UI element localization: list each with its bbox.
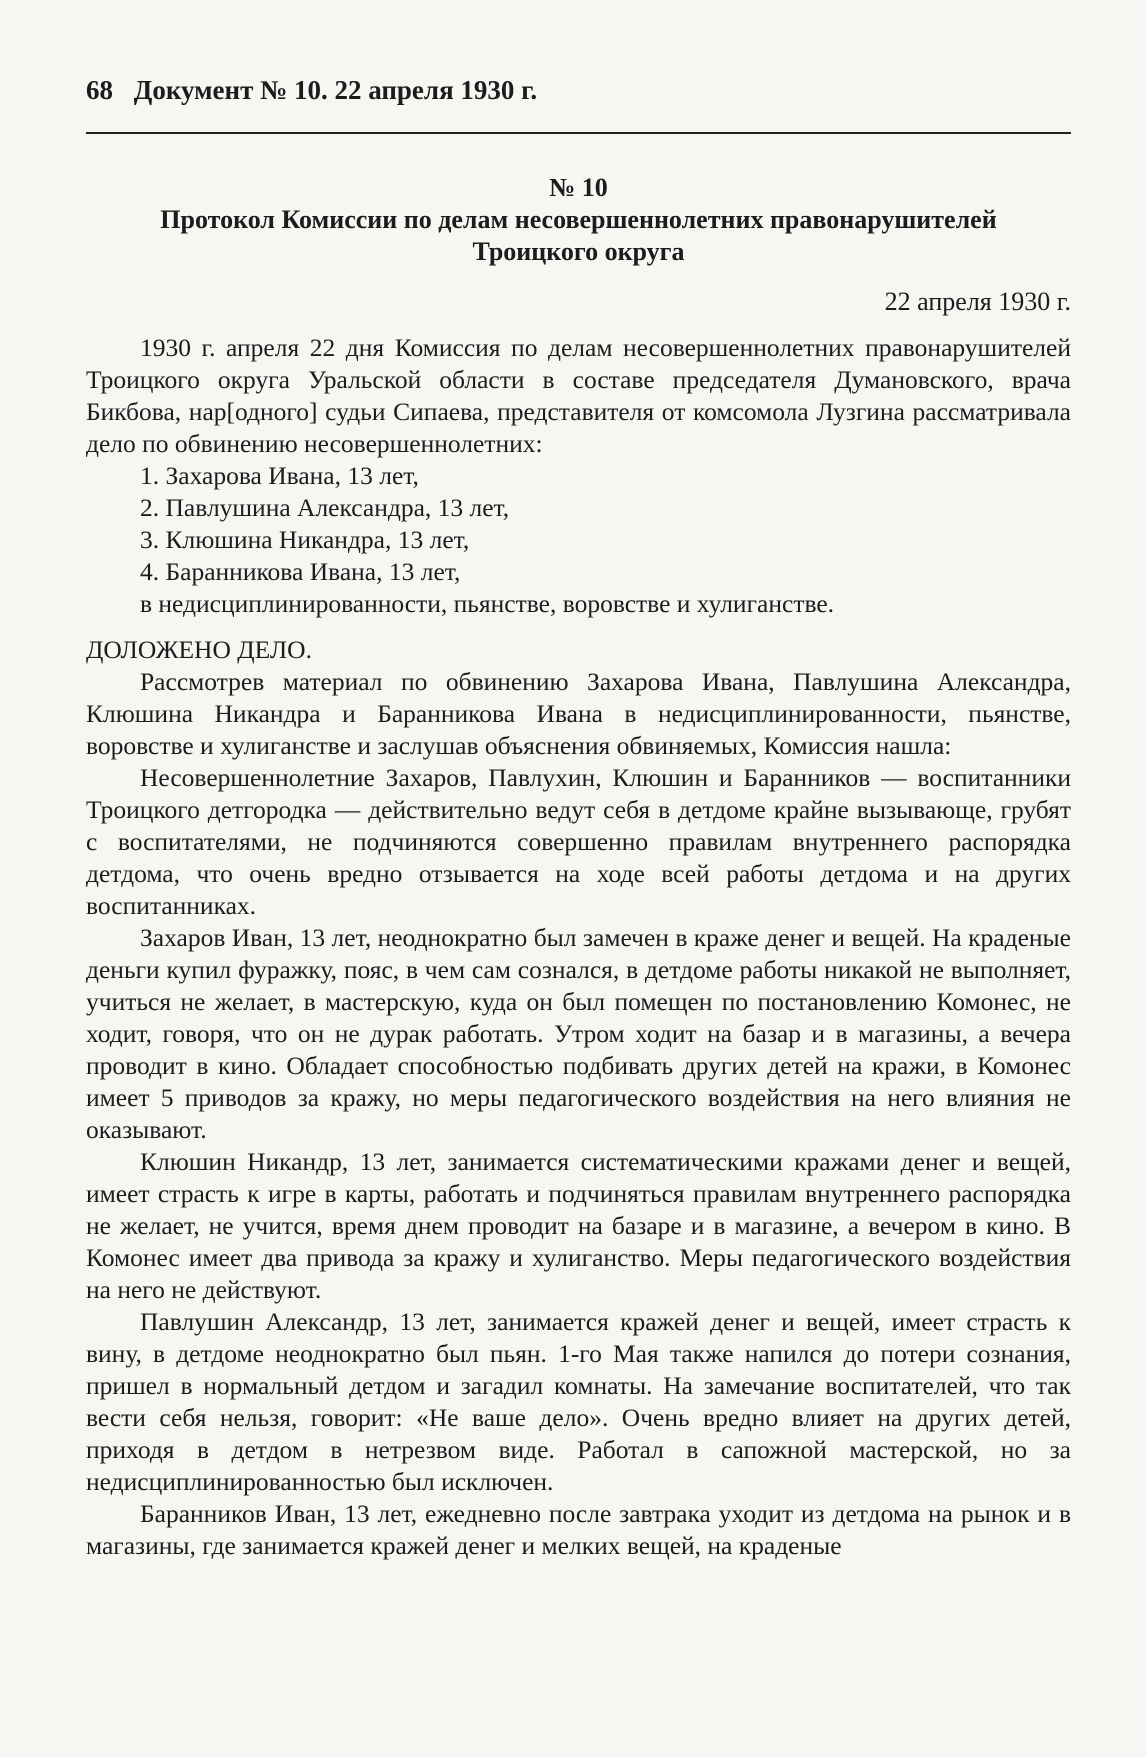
document-number: № 10 bbox=[549, 173, 608, 202]
paragraph-charges: в недисциплинированности, пьянстве, воровстве и хулиганстве. bbox=[140, 589, 835, 618]
page-number: 68 bbox=[86, 75, 113, 105]
book-page bbox=[86, 70, 1071, 1562]
paragraph-review: Рассмотрев материал по обвинению Захарова Ивана, Павлушина Александра, Клюшина Никандра и Баранникова Ивана в недисциплинированности, пьянстве, воровстве и хулиганстве и заслушав объяснения обвиняемых, Комиссия нашла: bbox=[86, 667, 1071, 760]
document-title-line-2: Троицкого округа bbox=[472, 237, 685, 266]
document-date: 22 апреля 1930 г. bbox=[884, 287, 1071, 316]
paragraph-zakharov: Захаров Иван, 13 лет, неоднократно был замечен в краже денег и вещей. На краденые деньги купил фуражку, пояс, в чем сам сознался, в детдоме работы никакой не выполняет, учиться не желает, в мастерскую, куда он был помещен по постановлению Комонес, не ходит, говоря, что он не дурак работать. Утром ходит на базар и в магазины, а вечера проводит в кино. Обладает способностью подбивать других детей на кражи, в Комонес имеет 5 приводов за кражу, но меры педагогического воздействия на него влияния не оказывают. bbox=[86, 923, 1071, 1144]
running-header bbox=[86, 70, 1071, 110]
document-body bbox=[86, 332, 1071, 1562]
accused-item-4: 4. Баранникова Ивана, 13 лет, bbox=[140, 557, 461, 586]
paragraph-pavlushin: Павлушин Александр, 13 лет, занимается кражей денег и вещей, имеет страсть к вину, в детдоме неоднократно был пьян. 1-го Мая также напился до потери сознания, пришел в нормальный детдом и загадил комнаты. На замечание воспитателей, что так вести себя нельзя, говорит: «Не ваше дело». Очень вредно влияет на других детей, приходя в детдом в нетрезвом виде. Работал в сапожной мастерской, но за недисциплинированностью был исключен. bbox=[86, 1307, 1071, 1496]
document-title-line-1: Протокол Комиссии по делам несовершеннолетних правонарушителей bbox=[160, 205, 997, 234]
running-title: Документ № 10. 22 апреля 1930 г. bbox=[133, 75, 538, 105]
paragraph-barannikov: Баранников Иван, 13 лет, ежедневно после завтрака уходит из детдома на рынок и в магазины, где занимается кражей денег и мелких вещей, на краденые bbox=[86, 1499, 1071, 1560]
header-rule bbox=[86, 132, 1071, 134]
paragraph-intro: 1930 г. апреля 22 дня Комиссия по делам несовершеннолетних правонарушителей Троицкого округа Уральской области в составе председателя Думановского, врача Бикбова, нар[одного] судьи Сипаева, представителя от комсомола Лузгина рассматривала дело по обвинению несовершеннолетних: bbox=[86, 333, 1071, 458]
paragraph-minors: Несовершеннолетние Захаров, Павлухин, Клюшин и Баранников — воспитанники Троицкого детгородка — действительно ведут себя в детдоме крайне вызывающе, грубят с воспитателями, не подчиняются совершенно правилам внутреннего распорядка детдома, что очень вредно отзывается на ходе всей работы детдома и на других воспитанниках. bbox=[86, 763, 1071, 920]
accused-item-3: 3. Клюшина Никандра, 13 лет, bbox=[140, 525, 470, 554]
paragraph-reported: ДОЛОЖЕНО ДЕЛО. bbox=[86, 635, 312, 664]
accused-item-2: 2. Павлушина Александра, 13 лет, bbox=[140, 493, 510, 522]
accused-item-1: 1. Захарова Ивана, 13 лет, bbox=[140, 461, 419, 490]
paragraph-klyushin: Клюшин Никандр, 13 лет, занимается систематическими кражами денег и вещей, имеет страсть к игре в карты, работать и подчиняться правилам внутреннего распорядка не желает, не учится, время днем проводит на базаре и в магазине, а вечером в кино. В Комонес имеет два привода за кражу и хулиганство. Меры педагогического воздействия на него не действуют. bbox=[86, 1147, 1071, 1304]
